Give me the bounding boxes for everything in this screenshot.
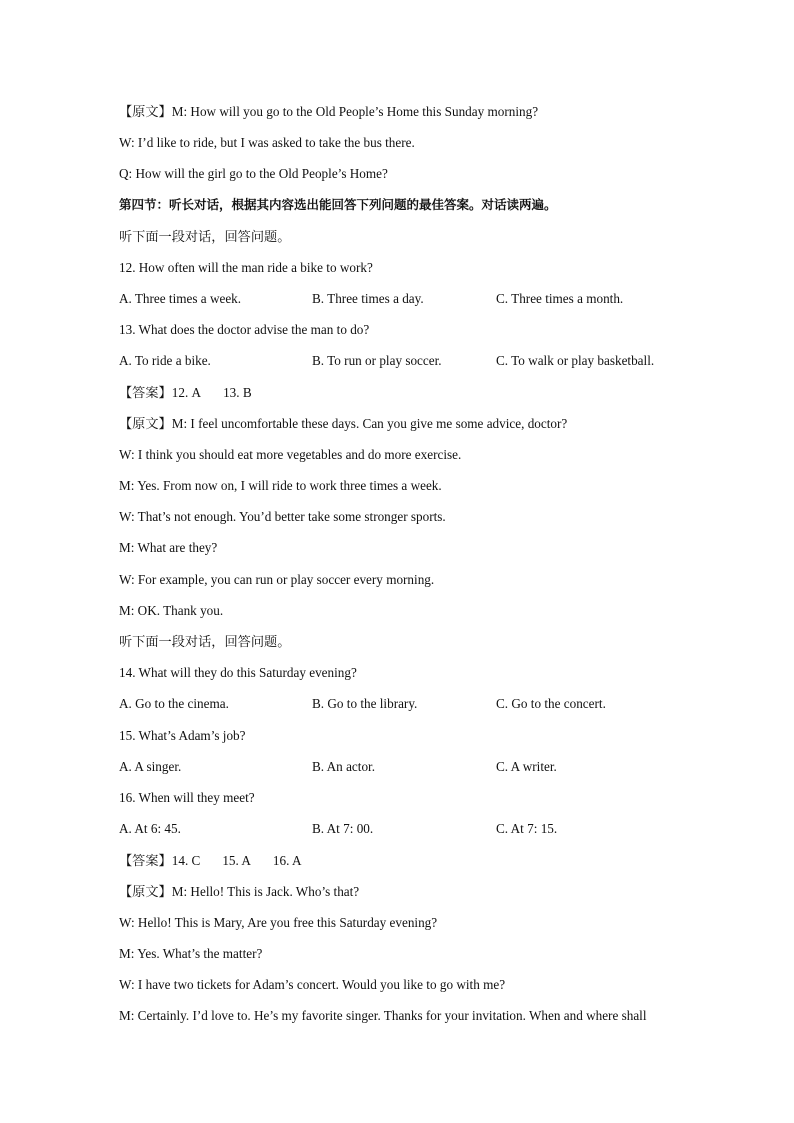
option-14-c: C. Go to the concert.: [496, 696, 606, 711]
answer-item: 12. A: [171, 385, 202, 400]
question-15: 15. What’s Adam’s job?: [119, 728, 246, 743]
option-14-a: A. Go to the cinema.: [119, 696, 229, 711]
transcript-line: W: I think you should eat more vegetables and do more exercise.: [119, 447, 462, 462]
transcript-line: M: OK. Thank you.: [119, 603, 224, 618]
answer-line-2: [119, 853, 301, 869]
option-12-c: C. Three times a month.: [496, 291, 624, 306]
transcript-line: W: I’d like to ride, but I was asked to take the bus there.: [119, 135, 415, 150]
transcript-line: 【原文】M: I feel uncomfortable these days. Can you give me some advice, doctor?: [119, 416, 568, 431]
question-14: 14. What will they do this Saturday evening?: [119, 665, 357, 680]
option-15-a: A. A singer.: [119, 759, 182, 774]
option-13-a: A. To ride a bike.: [119, 353, 211, 368]
transcript-line: M: Certainly. I’d love to. He’s my favorite singer. Thanks for your invitation. When and where shall: [119, 1008, 647, 1023]
transcript-line: M: Yes. What’s the matter?: [119, 946, 263, 961]
transcript-line: M: Yes. From now on, I will ride to work three times a week.: [119, 478, 442, 493]
option-12-b: B. Three times a day.: [312, 291, 424, 306]
answer-item: 16. A: [272, 853, 302, 868]
option-13-c: C. To walk or play basketball.: [496, 353, 655, 368]
transcript-line: 【原文】M: Hello! This is Jack. Who’s that?: [119, 884, 360, 899]
question-16: 16. When will they meet?: [119, 790, 255, 805]
transcript-line: W: That’s not enough. You’d better take some stronger sports.: [119, 509, 446, 524]
answer-line-1: [119, 385, 252, 401]
answer-item: 15. A: [222, 853, 251, 868]
answer-item: 14. C: [171, 853, 201, 868]
section-heading: 第四节：听长对话，根据其内容选出能回答下列问题的最佳答案。对话读两遍。: [119, 197, 557, 212]
transcript-line: W: I have two tickets for Adam’s concert. Would you like to go with me?: [119, 977, 506, 992]
option-14-b: B. Go to the library.: [312, 696, 418, 711]
option-16-c: C. At 7: 15.: [496, 821, 558, 836]
question-13: 13. What does the doctor advise the man to do?: [119, 322, 370, 337]
transcript-line: M: What are they?: [119, 540, 218, 555]
transcript-line: 【原文】M: How will you go to the Old People’s Home this Sunday morning?: [119, 104, 539, 119]
answer-item: 13. B: [223, 385, 252, 400]
option-13-b: B. To run or play soccer.: [312, 353, 442, 368]
instruction-line: 听下面一段对话，回答问题。: [119, 634, 291, 649]
transcript-line: W: For example, you can run or play soccer every morning.: [119, 572, 435, 587]
option-16-b: B. At 7: 00.: [312, 821, 374, 836]
question-line: Q: How will the girl go to the Old People’s Home?: [119, 166, 388, 181]
option-15-b: B. An actor.: [312, 759, 375, 774]
option-15-c: C. A writer.: [496, 759, 557, 774]
option-12-a: A. Three times a week.: [119, 291, 242, 306]
answer-label: 【答案】: [119, 853, 172, 868]
question-12: 12. How often will the man ride a bike to work?: [119, 260, 373, 275]
answer-label: 【答案】: [119, 385, 172, 400]
transcript-line: W: Hello! This is Mary, Are you free this Saturday evening?: [119, 915, 438, 930]
instruction-line: 听下面一段对话，回答问题。: [119, 229, 291, 244]
option-16-a: A. At 6: 45.: [119, 821, 181, 836]
